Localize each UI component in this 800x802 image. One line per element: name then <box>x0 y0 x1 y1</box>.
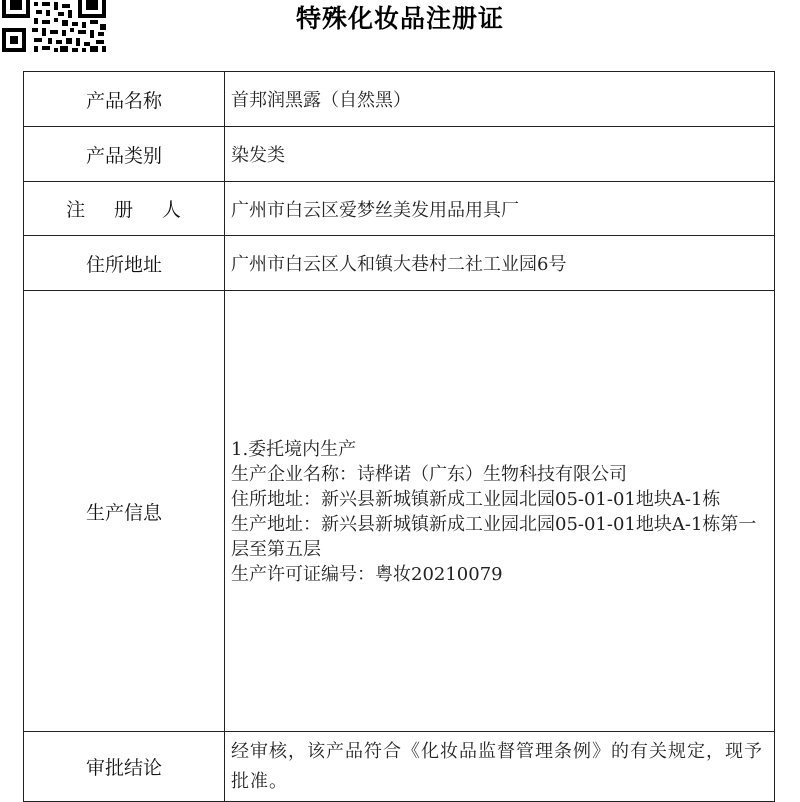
registrant-label: 注 册 人 <box>24 182 225 236</box>
production-info-value <box>225 291 775 732</box>
row-approval <box>24 732 775 802</box>
row-product-name <box>24 72 775 127</box>
row-product-category <box>24 127 775 182</box>
product-name-label: 产品名称 <box>24 72 225 127</box>
production-license-number: 生产许可证编号：粤妆20210079 <box>231 563 503 585</box>
production-company-name: 生产企业名称：诗桦诺（广东）生物科技有限公司 <box>231 463 627 485</box>
document-title: 特殊化妆品注册证 <box>295 4 504 33</box>
approval-label: 审批结论 <box>24 732 225 802</box>
registrant-value: 广州市白云区爱梦丝美发用品用具厂 <box>225 182 775 236</box>
registration-table <box>23 71 775 802</box>
production-company-address: 住所地址：新兴县新城镇新成工业园北园05-01-01地块A-1栋 <box>231 488 721 510</box>
product-category-value: 染发类 <box>225 127 775 182</box>
row-address <box>24 236 775 291</box>
address-label: 住所地址 <box>24 236 225 291</box>
production-line-mode: 1.委托境内生产 <box>231 438 357 460</box>
row-production-info <box>24 291 775 732</box>
approval-value: 经审核，该产品符合《化妆品监督管理条例》的有关规定，现予批准。 <box>225 732 775 802</box>
product-name-value: 首邦润黑露（自然黑） <box>225 72 775 127</box>
row-registrant <box>24 182 775 236</box>
production-site-address: 生产地址：新兴县新城镇新成工业园北园05-01-01地块A-1栋第一层至第五层 <box>231 513 757 560</box>
address-value: 广州市白云区人和镇大巷村二社工业园6号 <box>225 236 775 291</box>
product-category-label: 产品类别 <box>24 127 225 182</box>
production-info-label: 生产信息 <box>24 291 225 732</box>
